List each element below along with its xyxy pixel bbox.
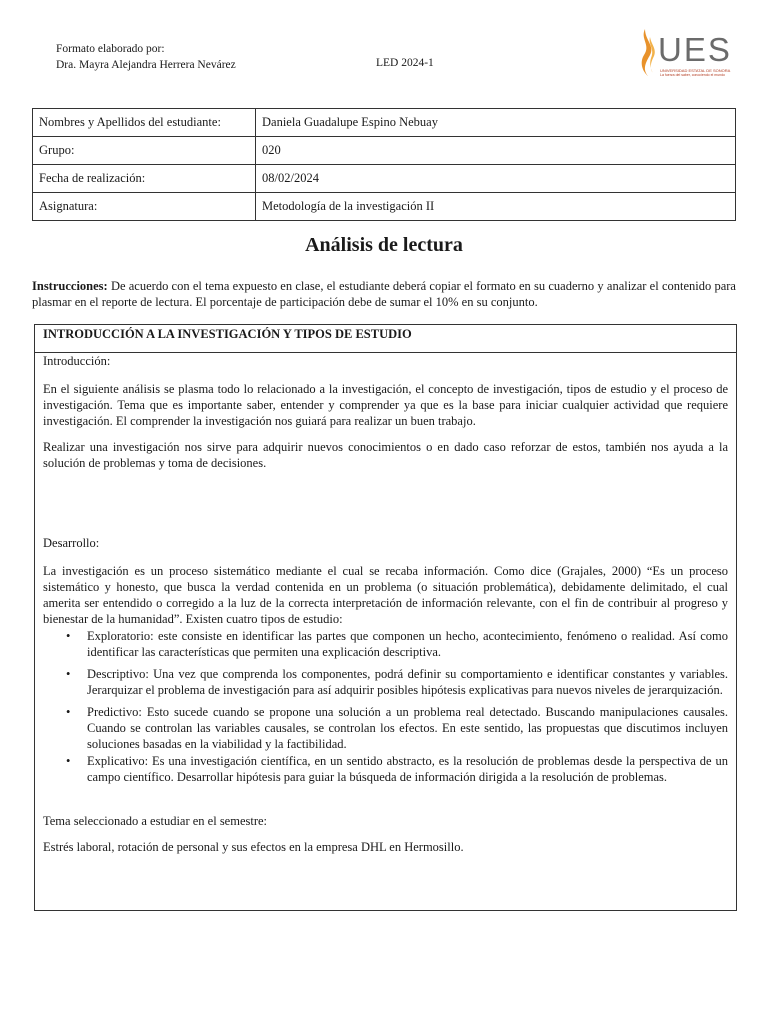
page-title: Análisis de lectura <box>305 234 463 256</box>
info-value: Daniela Guadalupe Espino Nebuay <box>256 109 736 137</box>
table-row <box>33 165 736 193</box>
section-body <box>35 353 736 855</box>
list-item <box>43 704 728 752</box>
table-row <box>33 109 736 137</box>
development-paragraph: La investigación es un proceso sistemático mediante el cual se recaba información. Como dice (Grajales, 2000) “Es un proceso sistemático y honesto, que busca la verdad contenida en un problema (o situación problemática), debidamente delimitado, el cual amerita ser entendido o corregido a la luz de la correcta interpretación de información relevante, con el fin de contribuir al progreso y bienestar de la humanidad”. Existen cuatro tipos de estudio: <box>43 564 728 626</box>
info-label: Asignatura: <box>33 193 256 221</box>
list-item <box>43 628 728 660</box>
flame-icon <box>636 27 658 77</box>
ues-logo <box>636 27 736 79</box>
student-info-table <box>32 108 736 221</box>
topic-label: Tema seleccionado a estudiar en el semestre: <box>43 814 268 828</box>
instructions-text: De acuerdo con el tema expuesto en clase, el estudiante deberá copiar el formato en su cuaderno y analizar el contenido para plasmar en el reporte de lectura. El porcentaje de participación debe de sumar el 10% en su conjunto. <box>32 279 736 309</box>
section-heading: INTRODUCCIÓN A LA INVESTIGACIÓN Y TIPOS DE ESTUDIO <box>35 325 736 353</box>
info-value: 020 <box>256 137 736 165</box>
topic-text: Estrés laboral, rotación de personal y sus efectos en la empresa DHL en Hermosillo. <box>43 840 464 854</box>
bullet-icon: • <box>66 754 71 768</box>
instructions-label: Instrucciones: <box>32 279 108 293</box>
intro-paragraph: Realizar una investigación nos sirve para adquirir nuevos conocimientos o en dado caso reforzar de estos, también nos ayuda a la solución de problemas y toma de decisiones. <box>43 440 728 470</box>
info-label: Fecha de realización: <box>33 165 256 193</box>
instructions <box>32 278 736 310</box>
info-label: Nombres y Apellidos del estudiante: <box>33 109 256 137</box>
bullet-icon: • <box>66 667 71 681</box>
list-item <box>43 753 728 785</box>
header-author-block <box>56 41 236 73</box>
development-label: Desarrollo: <box>43 536 100 550</box>
list-item-text: Explicativo: Es una investigación científica, en un sentido abstracto, es la resolución de problemas desde la perspectiva de un campo científico. Desarrollar hipótesis para guiar la búsqueda de información dirigida a la resolución de problemas. <box>87 754 728 784</box>
info-value: 08/02/2024 <box>256 165 736 193</box>
document-code: LED 2024-1 <box>376 57 434 69</box>
table-row <box>33 193 736 221</box>
logo-wordmark: UES <box>658 31 732 68</box>
list-item-text: Descriptivo: Una vez que comprenda los componentes, podrá definir su comportamiento e identificar constantes y variables. Jerarquizar el problema de investigación para así adquirir posibles hipótesis explicativas para nuevos niveles de jerarquización. <box>87 667 728 697</box>
info-label: Grupo: <box>33 137 256 165</box>
list-item <box>43 666 728 698</box>
list-item-text: Exploratorio: este consiste en identificar las partes que componen un hecho, acontecimiento, fenómeno o realidad. Así como identificar las características que permiten una explicación descriptiva. <box>87 629 728 659</box>
prepared-by-label: Formato elaborado por: <box>56 43 165 55</box>
list-item-text: Predictivo: Esto sucede cuando se propone una solución a un problema real detectado. Buscando manipulaciones causales. Cuando se controlan las variables causales, se controlan los efectos. En este sentido, las propuestas que discutimos incluyen soluciones basadas en la viabilidad y la factibilidad. <box>87 705 728 751</box>
table-row <box>33 137 736 165</box>
reading-analysis-box <box>34 324 737 911</box>
study-types-list <box>43 628 728 785</box>
bullet-icon: • <box>66 705 71 719</box>
author-name: Dra. Mayra Alejandra Herrera Nevárez <box>56 59 236 71</box>
intro-label: Introducción: <box>43 354 111 368</box>
logo-subtitle: UNIVERSIDAD ESTATAL DE SONORA <box>660 68 731 73</box>
info-value: Metodología de la investigación II <box>256 193 736 221</box>
bullet-icon: • <box>66 629 71 643</box>
logo-tagline: La fuerza del saber, conociendo el mundo <box>660 73 725 77</box>
intro-paragraph: En el siguiente análisis se plasma todo lo relacionado a la investigación, el concepto de investigación, tipos de estudio y el proceso de investigación. Tema que es importante saber, entender y comprender ya que es la base para iniciar cualquier actividad que requiere investigación. El comprender la investigación nos guiará para realizar un buen trabajo. <box>43 382 728 428</box>
